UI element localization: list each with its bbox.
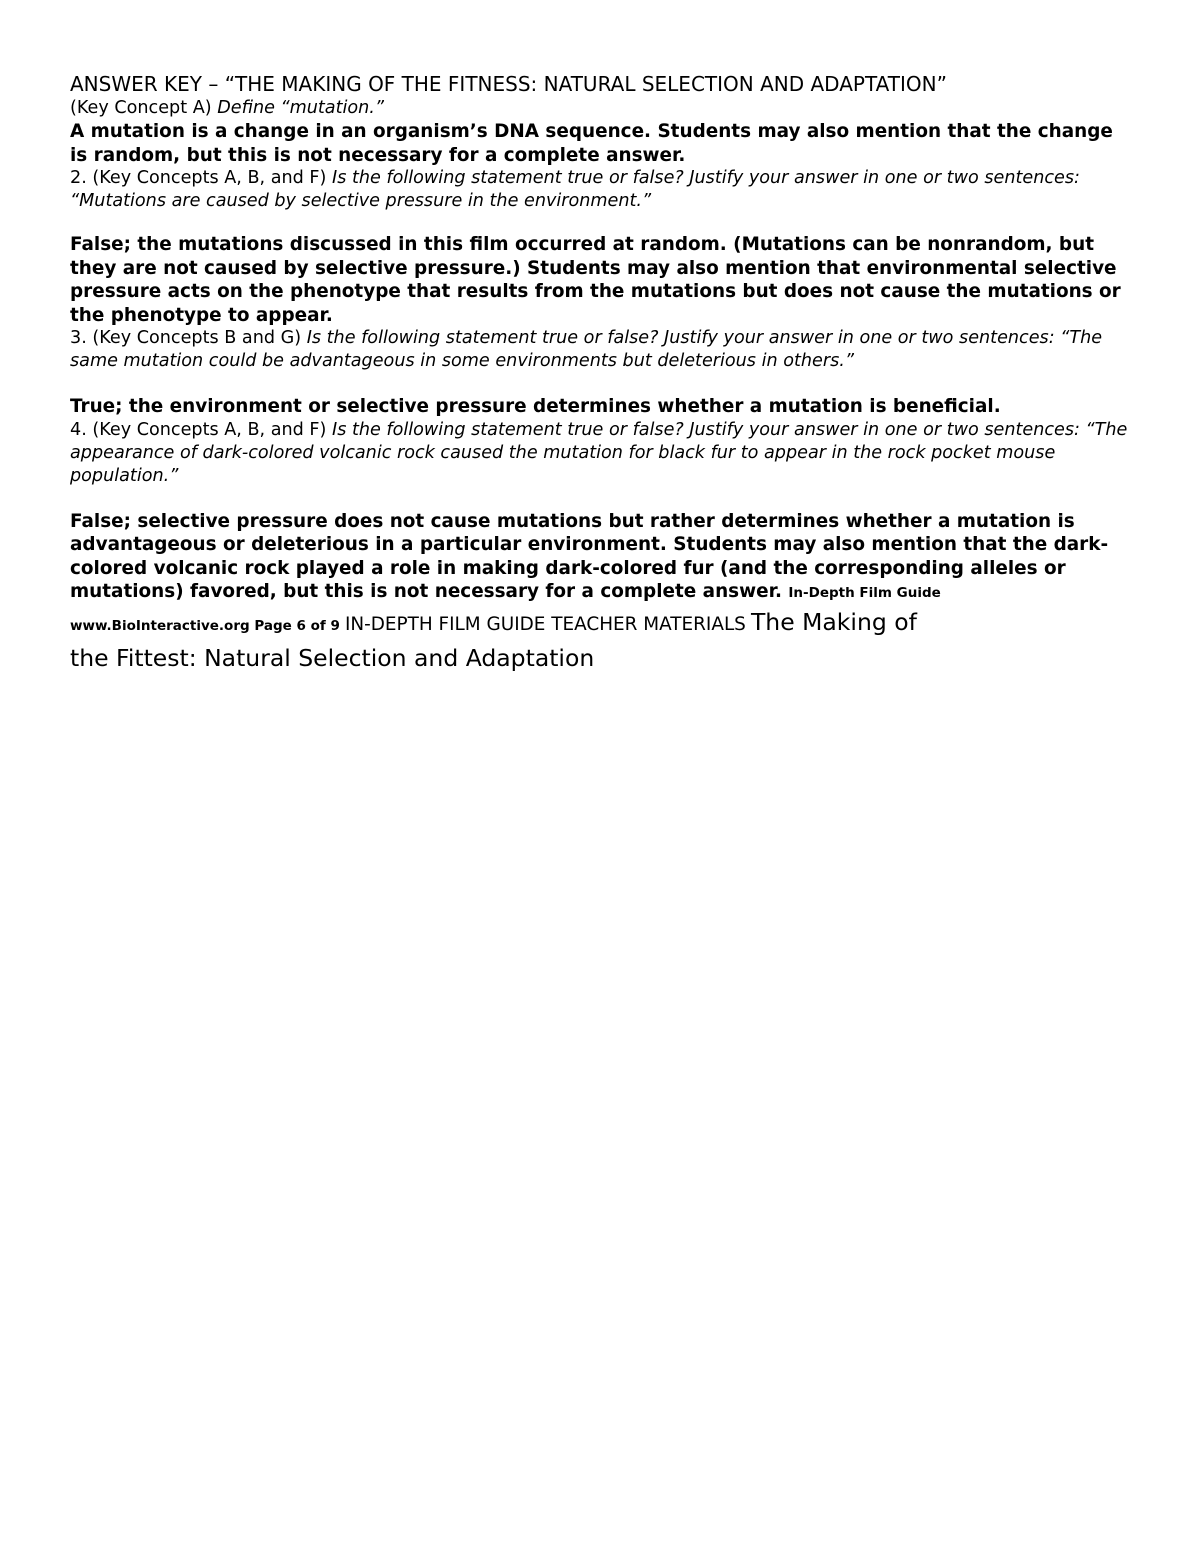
question-3-text: Is the following statement true or false? Justify your answer in one or two sentences: “The same mutation could be advantageous in some environments but deleterious in others.” [70,328,1103,371]
answer-4 [70,510,1130,606]
question-3 [70,327,1130,373]
footer-film-title-1: The Making of [750,607,917,636]
answer-key-heading: ANSWER KEY – “THE MAKING OF THE FITNESS: NATURAL SELECTION AND ADAPTATION” [70,72,947,96]
question-1-text: Define “mutation.” [217,98,385,118]
question-1 [70,97,1130,120]
footer-materials: IN-DEPTH FILM GUIDE TEACHER MATERIALS [344,613,746,635]
footer-site-page: www.BioInteractive.org Page 6 of 9 [70,617,340,634]
page-footer [70,606,1130,677]
footer-film-title-2: the Fittest: Natural Selection and Adaptation [70,643,595,672]
answer-2: False; the mutations discussed in this film occurred at random. (Mutations can be nonrandom, but they are not caused by selective pressure.) Students may also mention that environmental selective pressure acts on the phenotype that results from the mutations but does not cause the mutations or the phenotype to appear. [70,234,1121,326]
spacer [70,213,1130,233]
question-2 [70,167,1130,213]
question-4 [70,419,1130,488]
spacer [70,373,1130,395]
answer-1: A mutation is a change in an organism’s DNA sequence. Students may also mention that the change is random, but this is not necessary for a complete answer. [70,121,1113,166]
document-page [70,72,1130,677]
question-2-text: Is the following statement true or false? Justify your answer in one or two sentences: “Mutations are caused by selective pressure in the environment.” [70,168,1080,211]
question-1-lead: (Key Concept A) [70,98,218,118]
question-2-lead: 2. (Key Concepts A, B, and F) [70,168,332,188]
footer-guide-label: In-Depth Film Guide [788,585,941,601]
answer-3: True; the environment or selective pressure determines whether a mutation is beneficial. [70,396,1001,417]
question-4-text: Is the following statement true or false? Justify your answer in one or two sentences: “The appearance of dark-colored volcanic rock caused the mutation for black fur to appear in the rock pocket mouse population.” [70,419,1128,486]
answer-4-text: False; selective pressure does not cause mutations but rather determines whether a mutation is advantageous or deleterious in a particular environment. Students may also mention that the dark-colored volcanic rock played a role in making dark-colored fur (and the corresponding alleles or mutations) favored, but this is not necessary for a complete answer. [70,510,1109,602]
spacer [70,488,1130,510]
question-3-lead: 3. (Key Concepts B and G) [70,328,307,348]
question-4-lead: 4. (Key Concepts A, B, and F) [70,419,332,440]
